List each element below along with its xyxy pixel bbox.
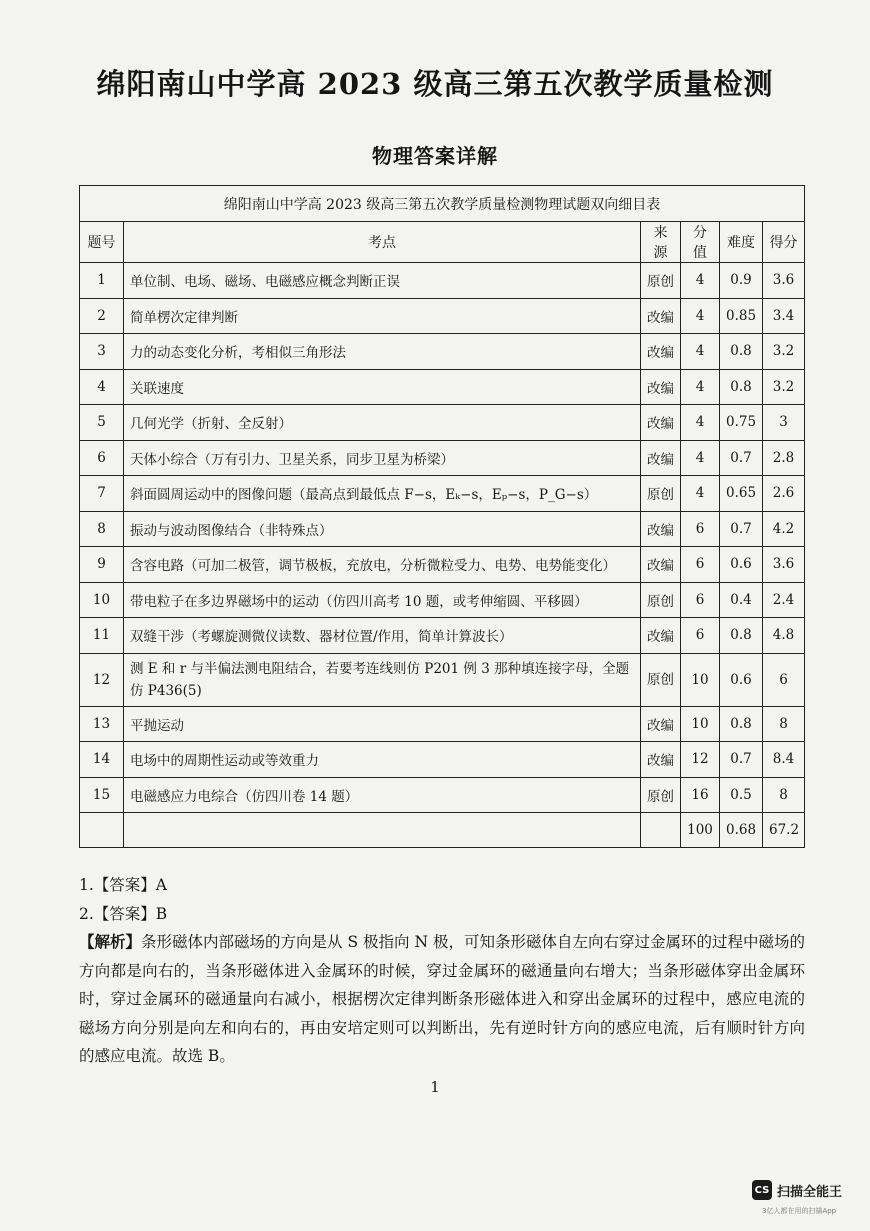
answer-1 xyxy=(79,873,167,895)
row-source: 改编 xyxy=(641,547,681,583)
answer-1-label: 1.【答案】 xyxy=(79,876,156,894)
row-source: 原创 xyxy=(641,777,681,813)
row-difficulty: 0.5 xyxy=(720,777,763,813)
row-no: 7 xyxy=(80,476,124,512)
row-difficulty: 0.4 xyxy=(720,582,763,618)
row-source: 原创 xyxy=(641,582,681,618)
row-score: 6 xyxy=(681,582,720,618)
header-topic: 考点 xyxy=(124,222,641,263)
row-difficulty: 0.8 xyxy=(720,369,763,405)
row-score: 6 xyxy=(681,547,720,583)
row-no: 3 xyxy=(80,334,124,370)
row-source: 改编 xyxy=(641,440,681,476)
row-points: 8.4 xyxy=(763,742,805,778)
row-points: 8 xyxy=(763,777,805,813)
row-points: 8 xyxy=(763,706,805,742)
row-points: 3.6 xyxy=(763,263,805,299)
row-score: 10 xyxy=(681,706,720,742)
row-score: 6 xyxy=(681,618,720,654)
row-no: 15 xyxy=(80,777,124,813)
spec-table xyxy=(79,185,805,848)
total-points: 67.2 xyxy=(763,813,805,848)
row-topic: 简单楞次定律判断 xyxy=(124,298,641,334)
row-points: 4.2 xyxy=(763,511,805,547)
scanner-name: 扫描全能王 xyxy=(777,1184,843,1200)
row-no: 5 xyxy=(80,405,124,441)
page-title: 绵阳南山中学高 2023 级高三第五次教学质量检测 xyxy=(96,67,774,101)
row-topic: 力的动态变化分析，考相似三角形法 xyxy=(124,334,641,370)
table-header-row xyxy=(80,222,805,263)
table-row xyxy=(80,334,805,370)
row-topic: 振动与波动图像结合（非特殊点） xyxy=(124,511,641,547)
row-no: 13 xyxy=(80,706,124,742)
row-score: 12 xyxy=(681,742,720,778)
row-source: 原创 xyxy=(641,476,681,512)
answer-2-value: B xyxy=(155,905,168,923)
analysis-label: 【解析】 xyxy=(79,932,142,951)
row-topic: 斜面圆周运动中的图像问题（最高点到最低点 F−s，Eₖ−s，Eₚ−s，P_G−s） xyxy=(124,476,641,512)
header-score: 分值 xyxy=(681,222,720,263)
row-source: 改编 xyxy=(641,742,681,778)
answer-2-label: 2.【答案】 xyxy=(79,905,156,923)
row-source: 改编 xyxy=(641,405,681,441)
table-row xyxy=(80,618,805,654)
row-no: 6 xyxy=(80,440,124,476)
row-score: 4 xyxy=(681,405,720,441)
total-source xyxy=(641,813,681,848)
answer-2 xyxy=(79,902,167,924)
scanner-tagline: 3亿人都在用的扫描App xyxy=(762,1207,837,1215)
row-topic: 天体小综合（万有引力、卫星关系，同步卫星为桥梁） xyxy=(124,440,641,476)
scanner-watermark xyxy=(752,1180,842,1200)
row-points: 6 xyxy=(763,653,805,706)
row-points: 4.8 xyxy=(763,618,805,654)
row-points: 3.4 xyxy=(763,298,805,334)
row-score: 10 xyxy=(681,653,720,706)
row-no: 12 xyxy=(80,653,124,706)
analysis-text: 条形磁体内部磁场的方向是从 S 极指向 N 极，可知条形磁体自左向右穿过金属环的过程中磁场的方向都是向右的，当条形磁体进入金属环的时候，穿过金属环的磁通量向右增大；当条形磁体穿出金属环时，穿过金属环的磁通量向右减小，根据楞次定律判断条形磁体进入和穿出金属环的过程中，感应电流的磁场方向分别是向左和向右的，再由安培定则可以判断出，先有逆时针方向的感应电流，后有顺时针方向的感应电流。故选 B。 xyxy=(79,933,805,1065)
table-row xyxy=(80,511,805,547)
row-no: 4 xyxy=(80,369,124,405)
row-score: 16 xyxy=(681,777,720,813)
page-number: 1 xyxy=(430,1078,440,1096)
row-topic: 平抛运动 xyxy=(124,706,641,742)
table-row xyxy=(80,582,805,618)
row-no: 2 xyxy=(80,298,124,334)
row-source: 原创 xyxy=(641,653,681,706)
row-score: 4 xyxy=(681,298,720,334)
row-difficulty: 0.6 xyxy=(720,547,763,583)
camscanner-icon: CS xyxy=(752,1180,772,1200)
analysis-paragraph xyxy=(79,928,805,1071)
table-total-row xyxy=(80,813,805,848)
row-topic: 双缝干涉（考螺旋测微仪读数、器材位置/作用，简单计算波长） xyxy=(124,618,641,654)
row-source: 改编 xyxy=(641,706,681,742)
row-topic: 含容电路（可加二极管，调节极板，充放电，分析微粒受力、电势、电势能变化） xyxy=(124,547,641,583)
row-points: 3.6 xyxy=(763,547,805,583)
table-row xyxy=(80,369,805,405)
row-no: 9 xyxy=(80,547,124,583)
table-caption: 绵阳南山中学高 2023 级高三第五次教学质量检测物理试题双向细目表 xyxy=(80,186,805,222)
row-points: 2.6 xyxy=(763,476,805,512)
header-source: 来源 xyxy=(641,222,681,263)
table-row xyxy=(80,653,805,706)
row-source: 改编 xyxy=(641,369,681,405)
row-points: 3 xyxy=(763,405,805,441)
row-source: 改编 xyxy=(641,511,681,547)
table-row xyxy=(80,405,805,441)
total-no xyxy=(80,813,124,848)
row-difficulty: 0.65 xyxy=(720,476,763,512)
row-difficulty: 0.6 xyxy=(720,653,763,706)
total-topic xyxy=(124,813,641,848)
row-difficulty: 0.9 xyxy=(720,263,763,299)
row-topic: 几何光学（折射、全反射） xyxy=(124,405,641,441)
total-difficulty: 0.68 xyxy=(720,813,763,848)
row-source: 改编 xyxy=(641,334,681,370)
row-difficulty: 0.85 xyxy=(720,298,763,334)
row-source: 改编 xyxy=(641,618,681,654)
row-no: 10 xyxy=(80,582,124,618)
row-topic: 电磁感应力电综合（仿四川卷 14 题） xyxy=(124,777,641,813)
row-topic: 单位制、电场、磁场、电磁感应概念判断正误 xyxy=(124,263,641,299)
row-difficulty: 0.7 xyxy=(720,742,763,778)
table-row xyxy=(80,706,805,742)
row-points: 2.8 xyxy=(763,440,805,476)
row-no: 14 xyxy=(80,742,124,778)
row-topic: 测 E 和 r 与半偏法测电阻结合，若要考连线则仿 P201 例 3 那种填连接字母，全题仿 P436(5) xyxy=(124,653,641,706)
answer-1-value: A xyxy=(155,876,167,894)
table-row xyxy=(80,440,805,476)
header-points: 得分 xyxy=(763,222,805,263)
row-topic: 带电粒子在多边界磁场中的运动（仿四川高考 10 题，或考伸缩圆、平移圆） xyxy=(124,582,641,618)
row-points: 2.4 xyxy=(763,582,805,618)
page-subtitle: 物理答案详解 xyxy=(372,144,498,168)
row-difficulty: 0.8 xyxy=(720,618,763,654)
table-row xyxy=(80,263,805,299)
row-score: 4 xyxy=(681,263,720,299)
table-row xyxy=(80,547,805,583)
row-score: 4 xyxy=(681,369,720,405)
table-body xyxy=(80,263,805,813)
row-source: 原创 xyxy=(641,263,681,299)
row-score: 4 xyxy=(681,476,720,512)
row-no: 8 xyxy=(80,511,124,547)
header-no: 题号 xyxy=(80,222,124,263)
table-row xyxy=(80,476,805,512)
row-source: 改编 xyxy=(641,298,681,334)
row-no: 11 xyxy=(80,618,124,654)
row-difficulty: 0.7 xyxy=(720,440,763,476)
row-difficulty: 0.75 xyxy=(720,405,763,441)
table-row xyxy=(80,777,805,813)
row-difficulty: 0.8 xyxy=(720,334,763,370)
total-score: 100 xyxy=(681,813,720,848)
row-score: 6 xyxy=(681,511,720,547)
row-score: 4 xyxy=(681,334,720,370)
row-topic: 电场中的周期性运动或等效重力 xyxy=(124,742,641,778)
row-difficulty: 0.7 xyxy=(720,511,763,547)
table-row xyxy=(80,298,805,334)
row-no: 1 xyxy=(80,263,124,299)
row-score: 4 xyxy=(681,440,720,476)
header-difficulty: 难度 xyxy=(720,222,763,263)
row-points: 3.2 xyxy=(763,369,805,405)
row-points: 3.2 xyxy=(763,334,805,370)
row-topic: 关联速度 xyxy=(124,369,641,405)
table-row xyxy=(80,742,805,778)
row-difficulty: 0.8 xyxy=(720,706,763,742)
